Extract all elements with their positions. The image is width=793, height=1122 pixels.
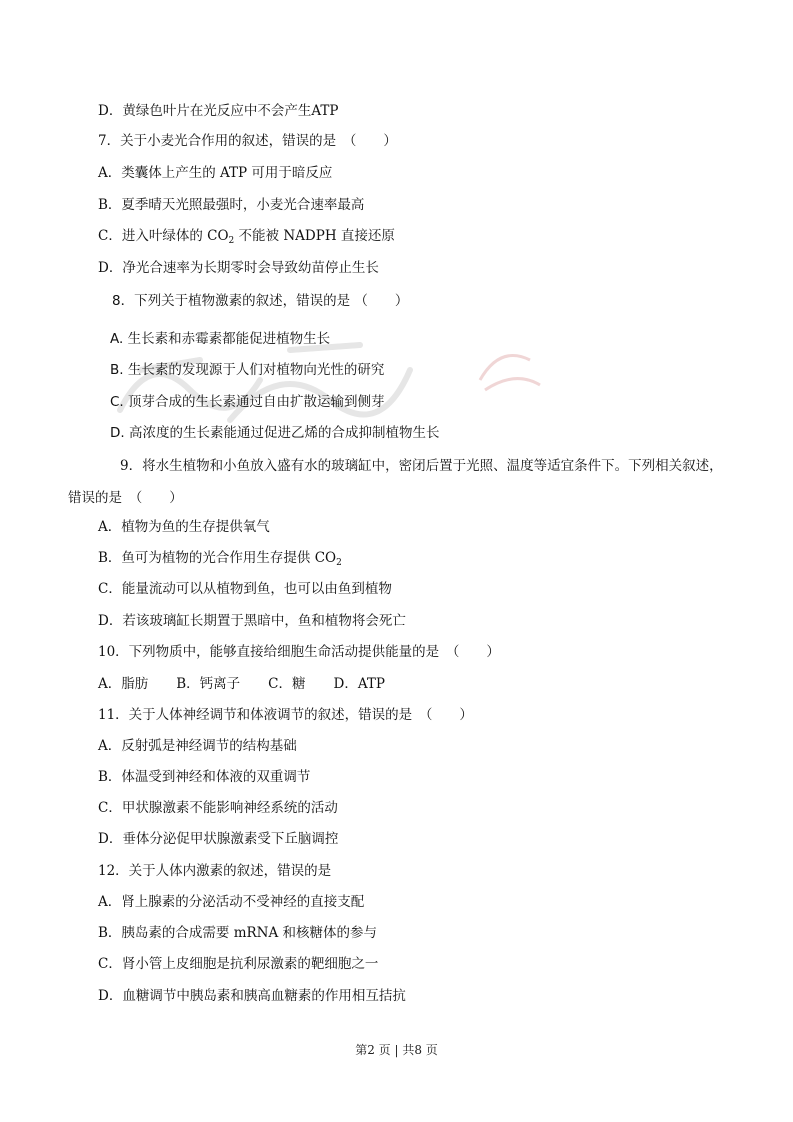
q9-option-b	[98, 549, 342, 572]
q10-option-c: C．糖	[268, 676, 306, 692]
q6-option-d: D．黄绿色叶片在光反应中不会产生ATP	[98, 103, 339, 119]
q9-option-b-subscript: 2	[336, 558, 342, 568]
q12-option-a: A．肾上腺素的分泌活动不受神经的直接支配	[98, 894, 365, 910]
q7-option-c-text: C．进入叶绿体的 CO	[98, 228, 229, 244]
q10-option-b: B．钙离子	[176, 676, 241, 692]
q10-option-a: A．脂肪	[98, 676, 149, 692]
q10-options	[98, 675, 413, 693]
q10-stem: 10．下列物质中，能够直接给细胞生命活动提供能量的是 （ ）	[98, 644, 500, 660]
q10-option-d: D．ATP	[333, 676, 385, 692]
q7-stem: 7．关于小麦光合作用的叙述，错误的是 （ ）	[98, 133, 397, 149]
q9-option-c: C．能量流动可以从植物到鱼，也可以由鱼到植物	[98, 581, 392, 597]
page-footer: 第2 页 | 共8 页	[355, 1043, 438, 1057]
q9-stem-line1: 9．将水生植物和小鱼放入盛有水的玻璃缸中，密闭后置于光照、温度等适宜条件下。下列相关叙述，	[120, 458, 723, 474]
q9-option-a: A．植物为鱼的生存提供氧气	[98, 519, 270, 535]
q9-option-d: D．若该玻璃缸长期置于黑暗中，鱼和植物将会死亡	[98, 613, 406, 629]
q8-option-a: A. 生长素和赤霉素都能促进植物生长	[110, 331, 331, 347]
q7-option-c-rest: 不能被 NADPH 直接还原	[234, 228, 395, 244]
q11-option-d: D．垂体分泌促甲状腺激素受下丘脑调控	[98, 831, 339, 847]
q7-option-c	[98, 227, 395, 250]
q9-option-b-text: B．鱼可为植物的光合作用生存提供 CO	[98, 550, 337, 566]
q12-stem: 12．关于人体内激素的叙述，错误的是	[98, 863, 332, 879]
q12-option-b: B．胰岛素的合成需要 mRNA 和核糖体的参与	[98, 925, 378, 941]
q7-option-c-subscript: 2	[228, 236, 235, 246]
q7-option-d: D．净光合速率为长期零时会导致幼苗停止生长	[98, 260, 379, 276]
q7-option-a: A．类囊体上产生的 ATP 可用于暗反应	[98, 165, 333, 181]
q8-option-d: D. 高浓度的生长素能通过促进乙烯的合成抑制植物生长	[110, 425, 440, 441]
q12-option-c: C．肾小管上皮细胞是抗利尿激素的靶细胞之一	[98, 956, 379, 972]
q11-stem: 11．关于人体神经调节和体液调节的叙述，错误的是 （ ）	[98, 707, 473, 723]
q11-option-a: A．反射弧是神经调节的结构基础	[98, 738, 297, 754]
q11-option-c: C．甲状腺激素不能影响神经系统的活动	[98, 800, 338, 816]
q8-option-c: C. 顶芽合成的生长素通过自由扩散运输到侧芽	[110, 394, 385, 410]
q12-option-d: D．血糖调节中胰岛素和胰高血糖素的作用相互拮抗	[98, 988, 406, 1004]
q7-option-b: B．夏季晴天光照最强时，小麦光合速率最高	[98, 197, 365, 213]
q9-stem-line2: 错误的是 （ ）	[68, 490, 183, 506]
q11-option-b: B．体温受到神经和体液的双重调节	[98, 769, 311, 785]
q8-stem: 8．下列关于植物激素的叙述，错误的是 （ ）	[112, 293, 409, 309]
q8-option-b: B. 生长素的发现源于人们对植物向光性的研究	[110, 362, 385, 378]
watermark-seal	[470, 340, 550, 400]
